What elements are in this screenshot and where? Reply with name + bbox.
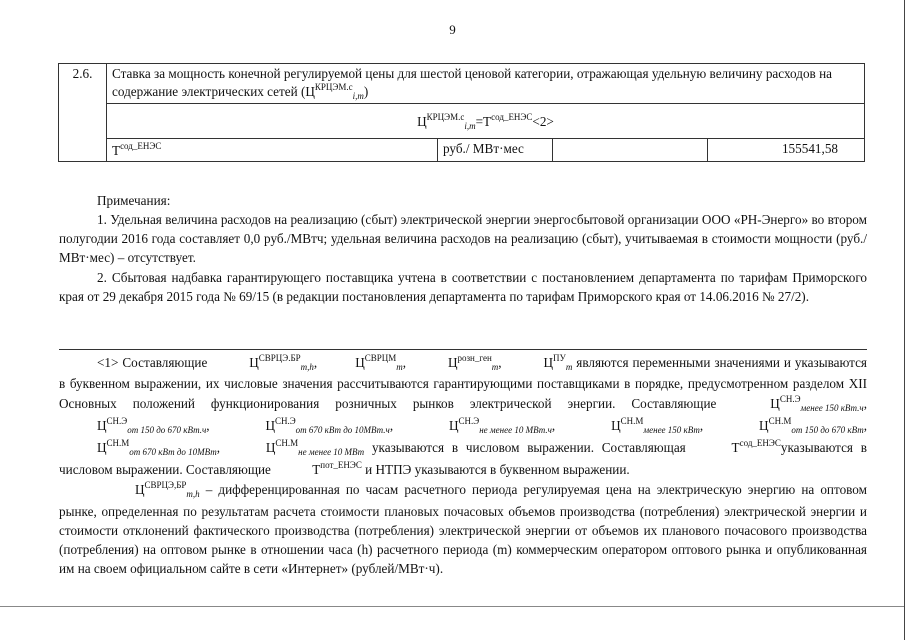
math-symbol xyxy=(505,352,572,374)
row-number: 2.6. xyxy=(59,64,107,162)
formula-equals: =Т xyxy=(475,113,492,129)
item-symbol: Т xyxy=(112,143,121,158)
t-sod-sup: сод_ЕНЭС xyxy=(739,438,781,449)
p2-symbol-sub: m,h xyxy=(186,489,200,500)
symbol-sep: , xyxy=(498,355,506,370)
symbol-sep: , xyxy=(699,418,722,434)
footnote-2 xyxy=(59,479,867,578)
symbol-sub: от 150 до 670 кВт.ч xyxy=(127,425,207,436)
symbol-sep: , xyxy=(863,396,867,412)
symbol-sep: , xyxy=(551,418,574,434)
empty-cell xyxy=(553,139,708,162)
symbol-base: Ц xyxy=(543,355,553,370)
symbol-sep: , xyxy=(389,418,411,434)
item-name xyxy=(107,139,438,162)
symbol-sup: СВРЦМ xyxy=(364,353,397,363)
symbol-group-1 xyxy=(211,355,572,370)
symbol-sup: СН.Э xyxy=(458,416,480,427)
symbol-base: Ц xyxy=(249,355,259,370)
unit-cell: руб./ МВт·мес xyxy=(438,139,553,162)
symbol-sep: , xyxy=(402,355,410,370)
symbol-base: Ц xyxy=(97,418,107,434)
math-symbol xyxy=(59,437,217,459)
symbol-sub: менее 150 кВт xyxy=(643,425,700,436)
symbol-sub: m,h xyxy=(300,362,314,372)
t-sod-symbol xyxy=(694,437,781,457)
symbol-sup: СН.Э xyxy=(106,416,128,427)
note-2: 2. Сбытовая надбавка гарантирующего поставщика учтена в соответствии с постановлением департамента по тарифам Приморского края от 29 декабря 2015 года № 69/15 (в редакции постановления департамента по тарифам Приморского края от 14.06.2016 № 27/2). xyxy=(59,269,867,304)
symbol-sup: СН.Э xyxy=(779,394,801,405)
symbol-base: Ц xyxy=(355,355,365,370)
symbol-sep: , xyxy=(216,440,228,456)
row-description xyxy=(107,64,865,104)
symbol-sub: m xyxy=(396,362,403,372)
symbol-sub: m xyxy=(565,362,573,372)
footnote-divider xyxy=(59,349,867,350)
footnotes-section xyxy=(59,352,867,578)
formula-equals-sup: сод_ЕНЭС xyxy=(491,111,533,122)
t-pot-symbol xyxy=(274,459,362,479)
symbol-sup: ПУ xyxy=(553,353,566,363)
table-row xyxy=(59,104,865,139)
description-text: Ставка за мощность конечной регулируемой цены для шестой ценовой категории, отражающая удельную величину расходов на содержание электрических сетей ( xyxy=(112,66,832,99)
symbol-sup: розн_ген xyxy=(457,353,492,363)
symbol-sup: СВРЦЭ.БР xyxy=(258,353,301,363)
item-symbol-sup: сод_ЕНЭС xyxy=(120,141,162,151)
math-symbol xyxy=(721,415,864,437)
symbol-sub: не менее 10 МВт xyxy=(298,447,365,458)
footnote-1 xyxy=(59,352,867,479)
symbol-base: Ц xyxy=(97,440,107,456)
notes-heading: Примечания: xyxy=(97,193,171,208)
footnote-1-start: <1> Составляющие xyxy=(97,355,212,370)
math-symbol xyxy=(317,352,403,374)
symbol-sub: не менее 10 МВт.ч xyxy=(479,425,552,436)
symbol-sub: менее 150 кВт.ч xyxy=(800,403,864,414)
footnote-1-end2: указываются в числовом выражении. Составляющие xyxy=(59,440,867,478)
symbol-sup: СН.М xyxy=(106,438,130,449)
math-symbol xyxy=(59,415,206,437)
description-symbol-sup: КРЦЭМ.с xyxy=(314,82,353,92)
symbol-sub: от 150 до 670 кВт xyxy=(791,425,864,436)
math-symbol xyxy=(228,437,364,459)
notes-section xyxy=(59,191,867,306)
footnote-1-end: указываются в числовом выражении. Составляющая xyxy=(364,440,694,456)
formula-sup: КРЦЭМ.с xyxy=(426,111,465,122)
symbol-sub: от 670 кВт до 10МВт xyxy=(129,447,217,458)
p2-symbol xyxy=(97,479,200,501)
symbol-base: Ц xyxy=(759,418,769,434)
math-symbol xyxy=(732,393,863,415)
t-pot-base: Т xyxy=(312,462,321,478)
math-symbol xyxy=(411,415,552,437)
symbol-sup: СН.М xyxy=(768,416,792,427)
description-symbol: Ц xyxy=(305,84,315,99)
p2-symbol-base: Ц xyxy=(135,482,145,498)
footnote-2-text: – дифференцированная по часам расчетного периода регулируемая цена на электрическую энергию на оптовом рынке, определенная по результатам расчета стоимости плановых почасовых объемов производства (потребления) электрической энергии и стоимости отклонений фактического производства (потребления) электрической энергии от объемов их планового почасового производства (потребления) на оптовом рынке в отношении часа (h) расчетного периода (m) коммерческим оператором оптового рынка и опубликованная им на своем официальном сайте в сети «Интернет» (рублей/МВт·ч). xyxy=(59,482,867,576)
table-row xyxy=(59,139,865,162)
symbol-sub: m xyxy=(491,362,499,372)
footnote-1-mid: являются переменными значениями и указываются в буквенном выражении, их числовые значения рассчитываются гарантирующими поставщиками в порядке, предусмотренном разделом XII Основных положений функционирования розничных рынков электрической энергии. Составляющие xyxy=(59,355,867,412)
p2-symbol-sup: СВРЦЭ,БР xyxy=(144,480,187,491)
symbol-sup: СН.М xyxy=(275,438,299,449)
math-symbol xyxy=(573,415,700,437)
math-symbol xyxy=(211,352,314,374)
symbol-sep: , xyxy=(206,418,228,434)
description-close: ) xyxy=(363,84,369,99)
symbol-base: Ц xyxy=(447,355,458,370)
symbol-base: Ц xyxy=(265,440,276,456)
symbol-sup: СН.Э xyxy=(274,416,296,427)
scan-edge-bottom xyxy=(0,606,905,607)
tariff-table xyxy=(58,63,865,162)
value-cell: 155541,58 xyxy=(708,139,865,162)
math-symbol xyxy=(227,415,389,437)
symbol-base: Ц xyxy=(611,418,621,434)
table-row xyxy=(59,64,865,104)
t-pot-sup: пот_ЕНЭС xyxy=(320,460,362,471)
note-1: 1. Удельная величина расходов на реализацию (сбыт) электрической энергии энергосбытовой организации ООО «РН-Энерго» во втором полугодии 2016 года составляет 0,0 руб./МВтч; удельная величина расходов на реализацию (сбыт), учитываемая в стоимости мощности (руб./МВт·мес) – отсутствует. xyxy=(59,212,867,266)
symbol-sup: СН.М xyxy=(620,416,644,427)
t-sod-base: Т xyxy=(731,440,740,456)
symbol-sep: , xyxy=(313,355,318,370)
symbol-base: Ц xyxy=(448,418,459,434)
description-symbol-sub: i,m xyxy=(352,91,364,101)
page-number: 9 xyxy=(449,22,456,37)
symbol-base: Ц xyxy=(265,418,275,434)
symbol-sep: , xyxy=(863,418,868,434)
footnote-1-end3: и НТПЭ указываются в буквенном выражении. xyxy=(361,462,630,478)
formula-sub: i,m xyxy=(464,120,476,131)
symbol-base: Ц xyxy=(770,396,780,412)
symbol-sub: от 670 кВт до 10МВт.ч xyxy=(295,425,390,436)
math-symbol xyxy=(410,352,498,374)
formula-symbol: Ц xyxy=(417,113,427,129)
formula-cell xyxy=(107,104,865,139)
formula-ref: <2> xyxy=(532,113,554,129)
